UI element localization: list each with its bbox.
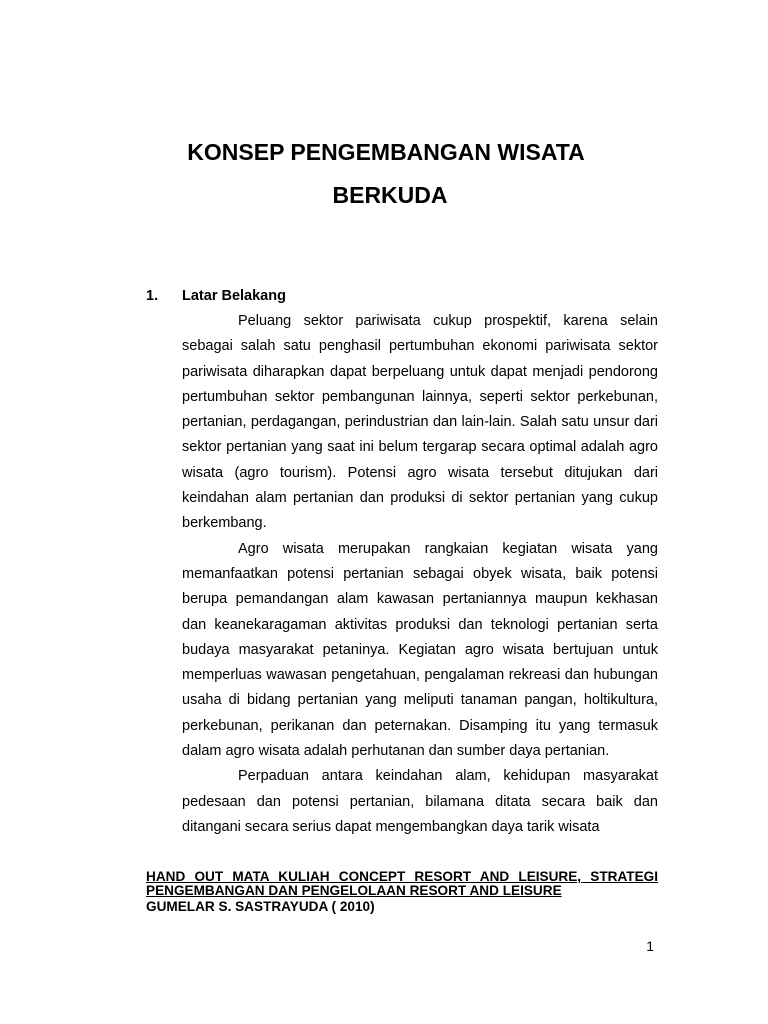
paragraph: Peluang sektor pariwisata cukup prospektif, karena selain sebagai salah satu penghasil pertumbuhan ekonomi pariwisata sektor pariwisata diharapkan dapat berpeluang untuk dapat menjadi pendorong pertumbuhan sektor pembangunan lainnya, seperti sektor perkebunan, pertanian, perdagangan, perindustrian dan lain-lain. Salah satu unsur dari sektor pertanian yang saat ini belum tergarap secara optimal adalah agro wisata (agro tourism). Potensi agro wisata tersebut ditujukan dari keindahan alam pertanian dan produksi di sektor pertanian yang cukup berkembang.: [182, 313, 658, 532]
page-number: 1: [646, 938, 654, 954]
document-title-continued: BERKUDA: [332, 182, 448, 208]
footer-course-title: HAND OUT MATA KULIAH CONCEPT RESORT AND LEISURE, STRATEGI PENGEMBANGAN DAN PENGELOLAAN RESORT AND LEISURE: [146, 869, 658, 898]
page-footer: [146, 870, 658, 913]
document-title: KONSEP PENGEMBANGAN WISATA: [187, 139, 585, 165]
footer-author: GUMELAR S. SASTRAYUDA ( 2010): [146, 898, 375, 914]
section-number: 1.: [146, 288, 159, 304]
section-heading: Latar Belakang: [182, 288, 286, 304]
paragraph: Perpaduan antara keindahan alam, kehidupan masyarakat pedesaan dan potensi pertanian, bilamana ditata secara baik dan ditangani secara serius dapat mengembangkan daya tarik wisata: [182, 768, 658, 835]
section-body: [182, 309, 658, 840]
paragraph: Agro wisata merupakan rangkaian kegiatan wisata yang memanfaatkan potensi pertanian sebagai obyek wisata, baik potensi berupa pemandangan alam kawasan pertaniannya maupun kekhasan dan keanekaragaman aktivitas produksi dan teknologi pertanian serta budaya masyarakat petaninya. Kegiatan agro wisata bertujuan untuk memperluas wawasan pengetahuan, pengalaman rekreasi dan hubungan usaha di bidang pertanian yang meliputi tanaman pangan, holtikultura, perkebunan, perikanan dan peternakan. Disamping itu yang termasuk dalam agro wisata adalah perhutanan dan sumber daya pertanian.: [182, 540, 658, 760]
